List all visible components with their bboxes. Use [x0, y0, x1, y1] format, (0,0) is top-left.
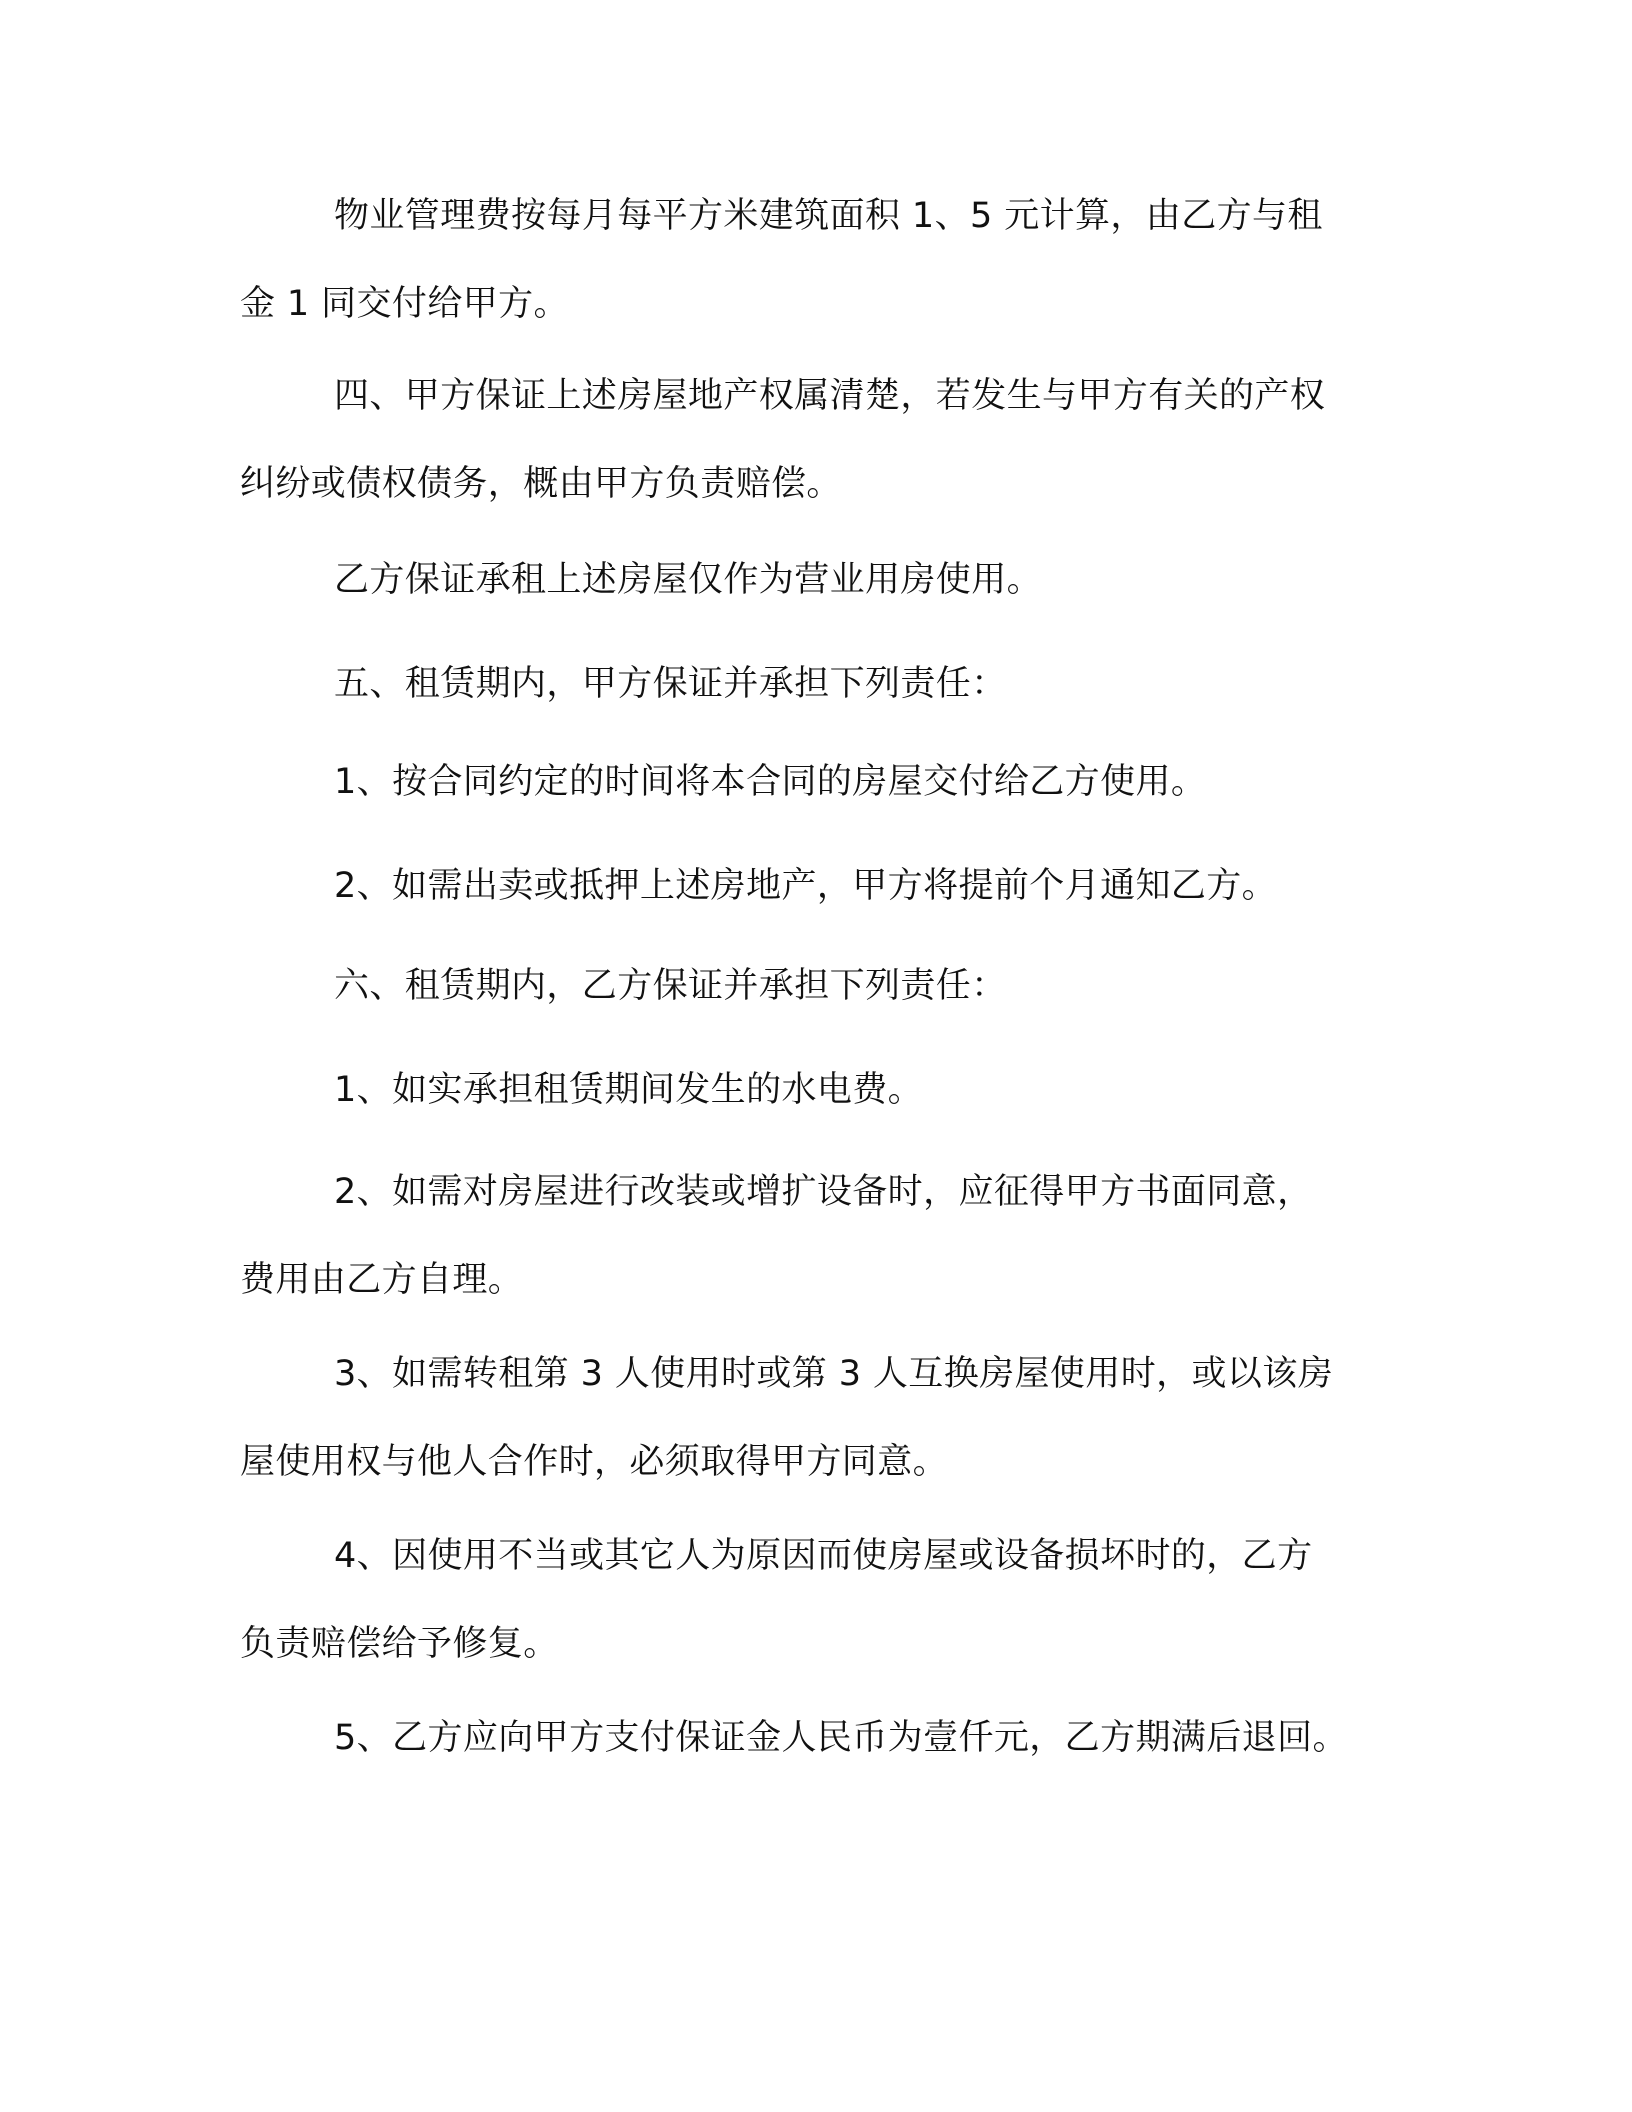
paragraph-line: 3、如需转租第 3 人使用时或第 3 人互换房屋使用时，或以该房	[334, 1354, 1334, 1394]
paragraph-line: 费用由乙方自理。	[240, 1260, 524, 1300]
paragraph-line: 金 1 同交付给甲方。	[240, 284, 569, 324]
paragraph-clause-six-item-3	[240, 1330, 1380, 1506]
paragraph-clause-five-item-2	[240, 842, 1380, 930]
paragraph-clause-six-item-5	[240, 1694, 1380, 1782]
paragraph-line: 1、按合同约定的时间将本合同的房屋交付给乙方使用。	[334, 762, 1207, 802]
paragraph-line: 5、乙方应向甲方支付保证金人民币为壹仟元，乙方期满后退回。	[334, 1718, 1348, 1758]
paragraph-line: 2、如需出卖或抵押上述房地产，甲方将提前个月通知乙方。	[334, 866, 1278, 906]
paragraph-line: 2、如需对房屋进行改装或增扩设备时，应征得甲方书面同意，	[334, 1172, 1313, 1212]
paragraph-line: 六、租赁期内，乙方保证并承担下列责任：	[334, 966, 1007, 1006]
paragraph-clause-six-item-2	[240, 1148, 1380, 1324]
paragraph-line: 负责赔偿给予修复。	[240, 1624, 559, 1664]
paragraph-clause-six-item-1	[240, 1046, 1380, 1134]
paragraph-clause-five-heading	[240, 640, 1380, 728]
paragraph-usage-guarantee	[240, 536, 1380, 624]
paragraph-clause-six-heading	[240, 942, 1380, 1030]
paragraph-line: 四、甲方保证上述房屋地产权属清楚，若发生与甲方有关的产权	[334, 376, 1326, 416]
paragraph-clause-four	[240, 352, 1380, 528]
paragraph-property-fee	[240, 172, 1380, 348]
paragraph-line: 纠纷或债权债务，概由甲方负责赔偿。	[240, 464, 842, 504]
paragraph-line: 屋使用权与他人合作时，必须取得甲方同意。	[240, 1442, 949, 1482]
paragraph-line: 1、如实承担租赁期间发生的水电费。	[334, 1070, 924, 1110]
paragraph-line: 物业管理费按每月每平方米建筑面积 1、5 元计算，由乙方与租	[334, 196, 1323, 236]
paragraph-line: 4、因使用不当或其它人为原因而使房屋或设备损坏时的，乙方	[334, 1536, 1313, 1576]
paragraph-line: 五、租赁期内，甲方保证并承担下列责任：	[334, 664, 1007, 704]
paragraph-clause-five-item-1	[240, 738, 1380, 826]
paragraph-line: 乙方保证承租上述房屋仅作为营业用房使用。	[334, 560, 1043, 600]
paragraph-clause-six-item-4	[240, 1512, 1380, 1688]
